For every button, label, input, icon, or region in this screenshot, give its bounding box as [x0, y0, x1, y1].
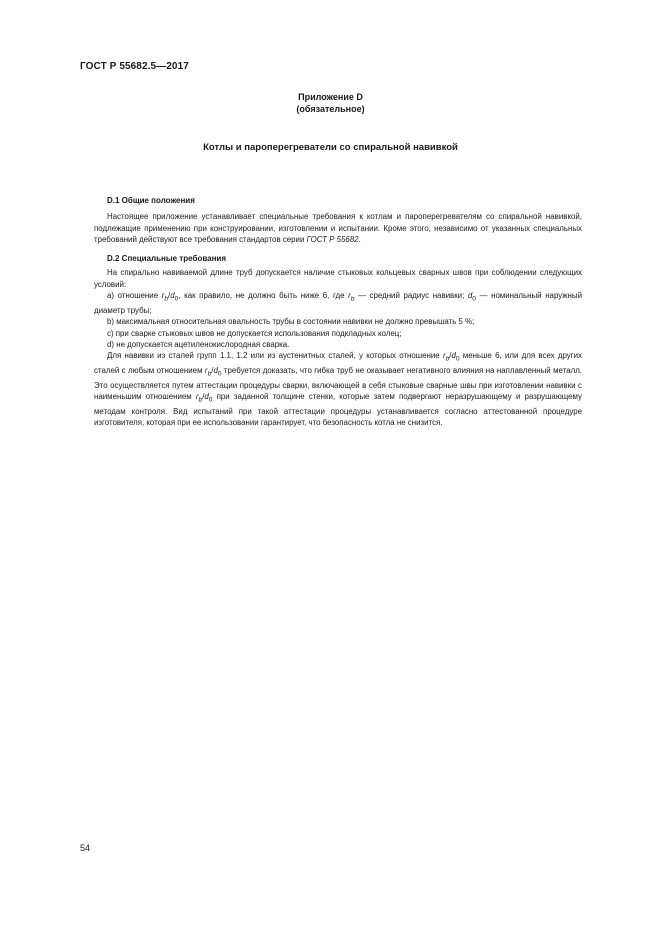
slash: /	[211, 366, 214, 376]
text: — средний радиус навивки;	[354, 291, 468, 301]
condition-c: c) при сварке стыковых швов не допускается использования подкладных колец;	[107, 328, 402, 338]
standard-id: ГОСТ Р 55682.5—2017	[80, 61, 189, 72]
sub-0: 0	[174, 295, 179, 303]
slash: /	[168, 291, 171, 301]
section-heading-d1: D.1 Общие положения	[107, 196, 195, 205]
text: .	[358, 234, 361, 244]
sub-b: b	[350, 295, 355, 303]
standard-reference: ГОСТ Р 55682	[306, 234, 359, 244]
var-r: r	[442, 351, 446, 361]
var-r: r	[195, 392, 199, 402]
text: — номинальный наружный диаметр трубы;	[94, 291, 582, 315]
annex-label: Приложение D	[298, 92, 363, 102]
slash: /	[202, 392, 205, 402]
sub-b: b	[445, 355, 450, 363]
section-d2-final-paragraph	[94, 350, 582, 429]
var-d: d	[451, 351, 456, 361]
section-d2-intro: На спирально навиваемой длине труб допускается наличие стыковых кольцевых сварных швов при соблюдении следующих условий:	[94, 268, 582, 289]
annex-body	[94, 195, 582, 429]
var-d: d	[467, 291, 473, 301]
sub-b: b	[164, 295, 169, 303]
text: Настоящее приложение устанавливает специальные требования к котлам и пароперегревателям со спиральной навивкой, подлежащие применению при конструировании, изготовлении и испытании. Кроме этого, независимо от указанных специальных требований действуют все требования стандартов серии	[94, 212, 582, 244]
text: меньше 6, или для всех других сталей с любым отношением	[94, 351, 582, 376]
condition-d: d) не допускается ацетиленокислородная сварка.	[107, 339, 290, 349]
text: требуется доказать, что гибка труб не оказывает негативного влияния на наплавленный металл. Это осуществляется путем аттестации процедуры сварки, включающей в себя стыковые сварные швы при изготовлении навивки с наименьшим отношением	[94, 366, 583, 402]
condition-a	[94, 290, 582, 316]
condition-b: b) максимальная относительная овальность трубы в состоянии навивки не должно превышать 5 %;	[107, 317, 475, 327]
sub-0: 0	[472, 295, 476, 303]
var-d: d	[170, 291, 175, 301]
var-d: d	[213, 366, 218, 376]
annex-heading	[0, 91, 661, 115]
section-heading-d2: D.2 Специальные требования	[107, 254, 227, 264]
slash: /	[449, 351, 452, 361]
var-d: d	[204, 392, 209, 402]
section-d1-paragraph	[94, 211, 582, 245]
sub-b: b	[207, 370, 212, 378]
text: , как правило, не должно быть ниже 6, где	[178, 291, 349, 301]
var-r: r	[161, 291, 165, 301]
sub-0: 0	[208, 396, 213, 404]
text: Для навивки из сталей групп 1.1, 1.2 или из аустенитных сталей, у которых отношение	[107, 351, 443, 361]
text: а) отношение	[107, 291, 162, 301]
text: при заданной толщине стенки, которые затем подвергают неразрушающему и разрушающему методам контроля. Вид испытаний при такой аттестации процедуры устанавливается согласно аттестованной процедуре изготовителя, которая при ее использовании гарантирует, что безопасность котла не снизится.	[94, 392, 582, 428]
sub-0: 0	[455, 355, 460, 363]
sub-b: b	[198, 396, 203, 404]
annex-title: Котлы и пароперегреватели со спиральной навивкой	[203, 142, 458, 153]
var-r: r	[348, 291, 351, 301]
var-r: r	[204, 366, 208, 376]
page-number: 54	[80, 843, 91, 853]
annex-status: (обязательное)	[296, 104, 365, 114]
sub-0: 0	[217, 370, 222, 378]
